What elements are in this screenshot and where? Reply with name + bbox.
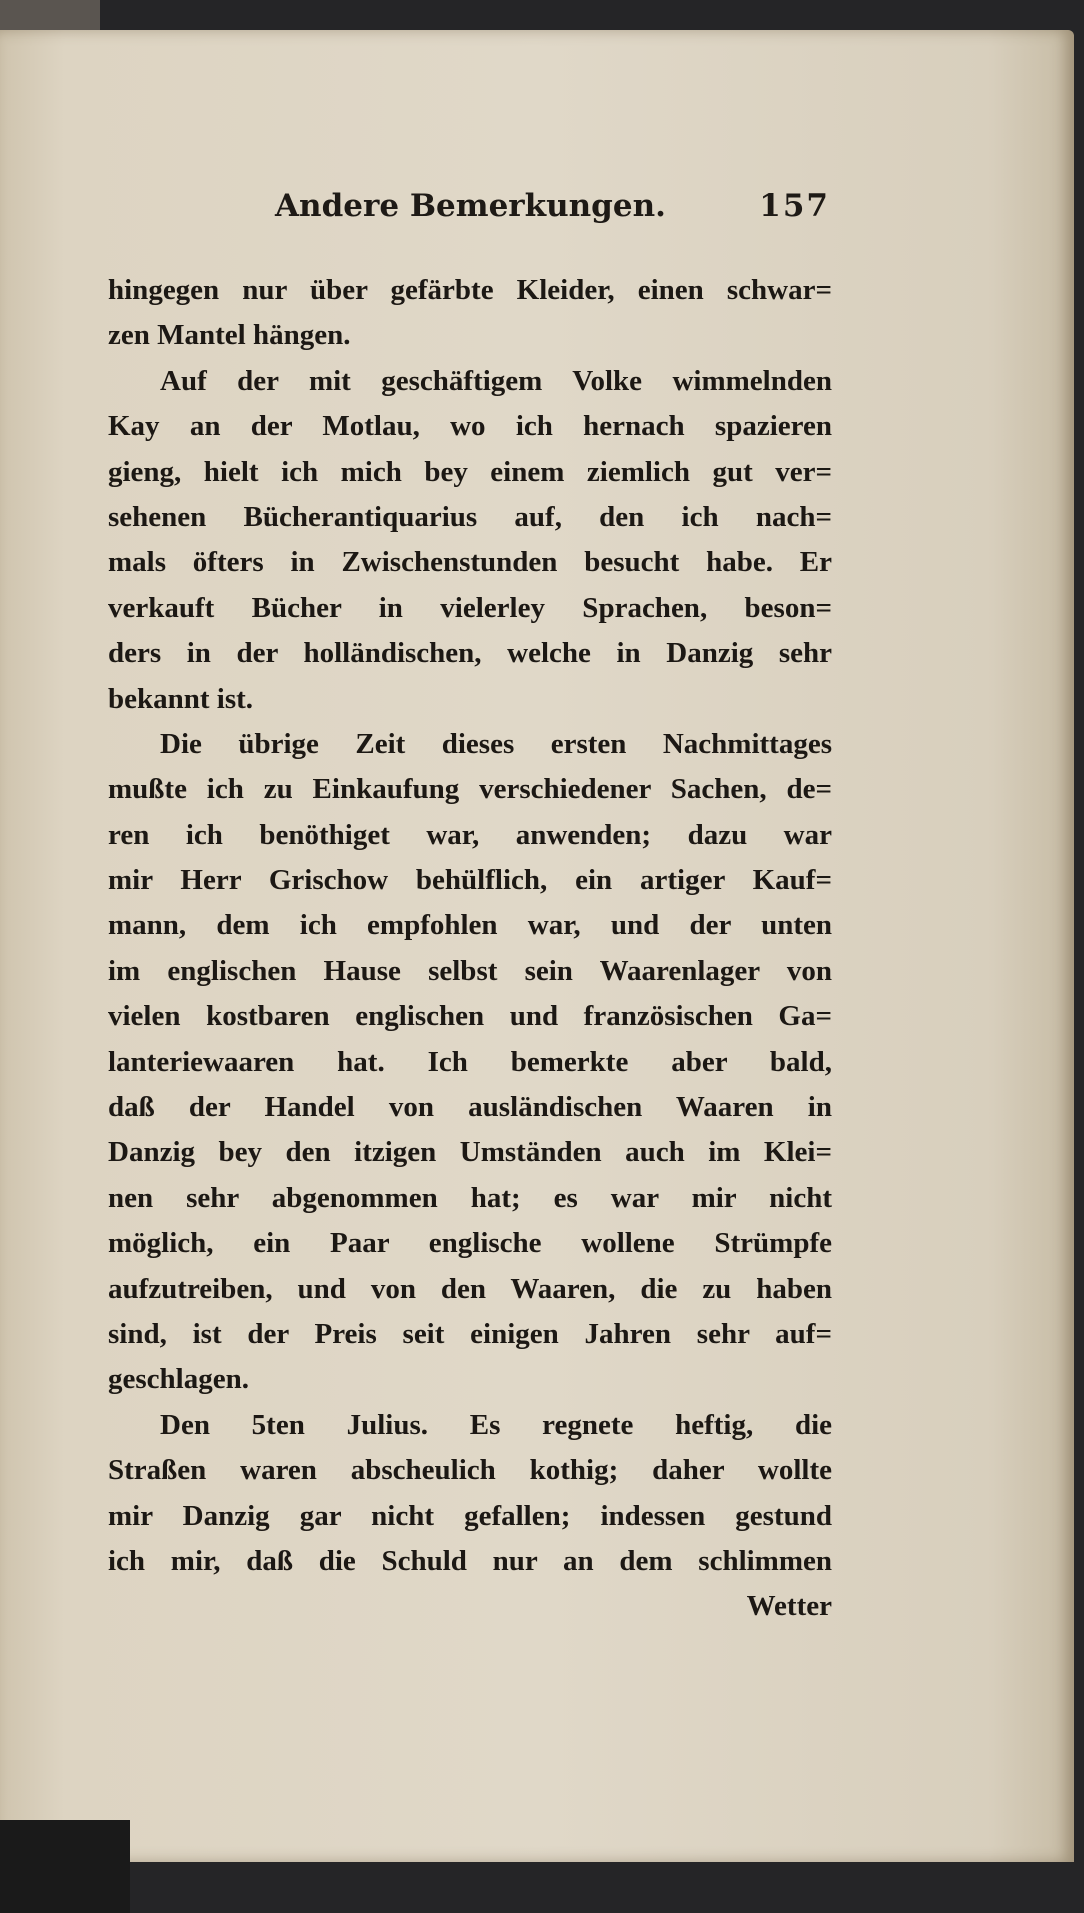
text-line: bekannt ist. <box>108 682 254 715</box>
text-line: sind, ist der Preis seit einigen Jahren sehr auf= <box>108 1317 832 1350</box>
text-line: gieng, hielt ich mich bey einem ziemlich gut ver= <box>108 455 832 488</box>
text-line: mußte ich zu Einkaufung verschiedener Sachen, de= <box>108 773 832 806</box>
text-line: Kay an der Motlau, wo ich hernach spazieren <box>108 410 832 443</box>
running-title: Andere Bemerkungen. <box>275 188 666 224</box>
text-line: möglich, ein Paar englische wollene Strümpfe <box>108 1227 832 1260</box>
text-line: vielen kostbaren englischen und französischen Ga= <box>108 1000 832 1033</box>
text-line: mals öfters in Zwischenstunden besucht habe. Er <box>108 546 832 579</box>
text-line: lanteriewaaren hat. Ich bemerkte aber bald, <box>108 1045 832 1078</box>
text-line: nen sehr abgenommen hat; es war mir nicht <box>108 1181 832 1214</box>
text-line: Die übrige Zeit dieses ersten Nachmittages <box>160 727 832 760</box>
text-line: zen Mantel hängen. <box>108 319 351 352</box>
text-line: Straßen waren abscheulich kothig; daher wollte <box>108 1454 832 1487</box>
page-number: 157 <box>759 188 830 224</box>
text-line: mir Herr Grischow behülflich, ein artiger Kauf= <box>108 864 832 897</box>
text-line: sehenen Bücherantiquarius auf, den ich nach= <box>108 500 832 533</box>
text-line: ich mir, daß die Schuld nur an dem schlimmen <box>108 1544 832 1577</box>
text-line: hingegen nur über gefärbte Kleider, einen schwar= <box>108 274 832 306</box>
text-line: Auf der mit geschäftigem Volke wimmelnden <box>160 364 832 397</box>
text-line: mir Danzig gar nicht gefallen; indessen gestund <box>108 1499 832 1532</box>
text-line: mann, dem ich empfohlen war, und der unten <box>108 909 832 942</box>
catchword: Wetter <box>746 1590 832 1623</box>
text-line: im englischen Hause selbst sein Waarenlager von <box>108 954 832 987</box>
page-body-text <box>108 268 832 1630</box>
text-line: Danzig bey den itzigen Umständen auch im Klei= <box>108 1136 832 1169</box>
text-line: daß der Handel von ausländischen Waaren in <box>108 1091 832 1124</box>
text-line: aufzutreiben, und von den Waaren, die zu haben <box>108 1272 832 1305</box>
text-line: Den 5ten Julius. Es regnete heftig, die <box>160 1408 832 1441</box>
text-line: geschlagen. <box>108 1363 249 1396</box>
text-line: ders in der holländischen, welche in Danzig sehr <box>108 637 832 670</box>
running-header <box>275 188 830 232</box>
book-edge <box>0 0 100 30</box>
book-cover-corner <box>0 1820 130 1913</box>
text-line: ren ich benöthiget war, anwenden; dazu war <box>108 818 832 851</box>
text-line: verkauft Bücher in vielerley Sprachen, beson= <box>108 591 832 624</box>
